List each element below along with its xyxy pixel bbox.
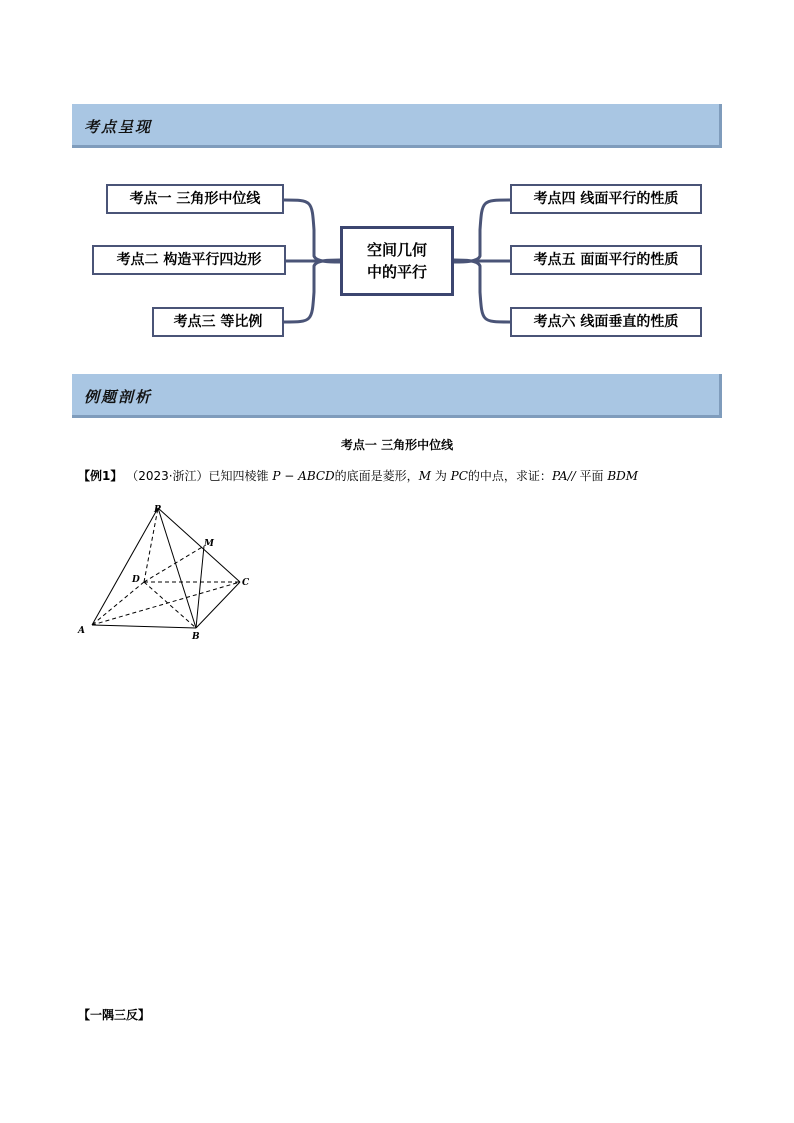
topic-label: 考点一 三角形中位线 (129, 191, 261, 207)
edge-PB (158, 508, 196, 628)
edge-BC (196, 582, 240, 628)
edge-DA (92, 582, 144, 625)
edge-PA (92, 508, 158, 625)
section-title: 考点呈现 (84, 118, 153, 136)
edge-DP (144, 508, 158, 582)
topic-box-5 (510, 245, 702, 275)
edge-DM (144, 546, 204, 582)
topic-label: 考点二 构造平行四边形 (116, 252, 262, 268)
section-banner-examples (72, 374, 722, 418)
label-A: A (78, 626, 85, 636)
center-label-line2: 中的平行 (366, 263, 427, 281)
problem-text: 为 (434, 469, 447, 483)
math-expression: PC (450, 469, 468, 483)
edge-PC (158, 508, 240, 582)
math-expression: PA// (551, 469, 576, 483)
problem-text: 已知四棱锥 (208, 469, 269, 483)
math-expression: BDM (607, 469, 639, 483)
edge-BM (196, 546, 204, 628)
problem-text: 平面 (579, 469, 604, 483)
topic-label: 考点五 面面平行的性质 (533, 252, 679, 268)
topic-label: 考点六 线面垂直的性质 (533, 314, 679, 330)
edge-AC (92, 582, 240, 625)
pyramid-figure (70, 500, 260, 645)
topic-heading: 考点一 三角形中位线 (340, 438, 454, 452)
label-P: P (154, 505, 161, 515)
example-problem (78, 467, 638, 484)
example-source: （2023·浙江） (126, 469, 209, 483)
topic-label: 考点四 线面平行的性质 (533, 191, 679, 207)
math-expression: P − ABCD (272, 469, 335, 483)
label-C: C (242, 578, 250, 588)
topic-box-2 (92, 245, 286, 275)
topic-box-3 (152, 307, 284, 337)
followup-heading: 【一隅三反】 (78, 1008, 151, 1022)
label-D: D (132, 575, 140, 585)
problem-text: 的底面是菱形， (334, 469, 419, 483)
topic-box-4 (510, 184, 702, 214)
center-label-line1: 空间几何 (366, 241, 427, 259)
problem-text: 的中点，求证： (467, 469, 552, 483)
section-title: 例题剖析 (84, 388, 153, 406)
example-tag: 【例1】 (78, 469, 123, 483)
math-expression: M (418, 469, 431, 483)
topic-label: 考点三 等比例 (173, 314, 263, 330)
topic-box-1 (106, 184, 284, 214)
label-B: B (192, 632, 200, 642)
topic-box-6 (510, 307, 702, 337)
edge-AB (92, 625, 196, 628)
label-M: M (204, 539, 214, 549)
mindmap-center-box (340, 226, 454, 296)
